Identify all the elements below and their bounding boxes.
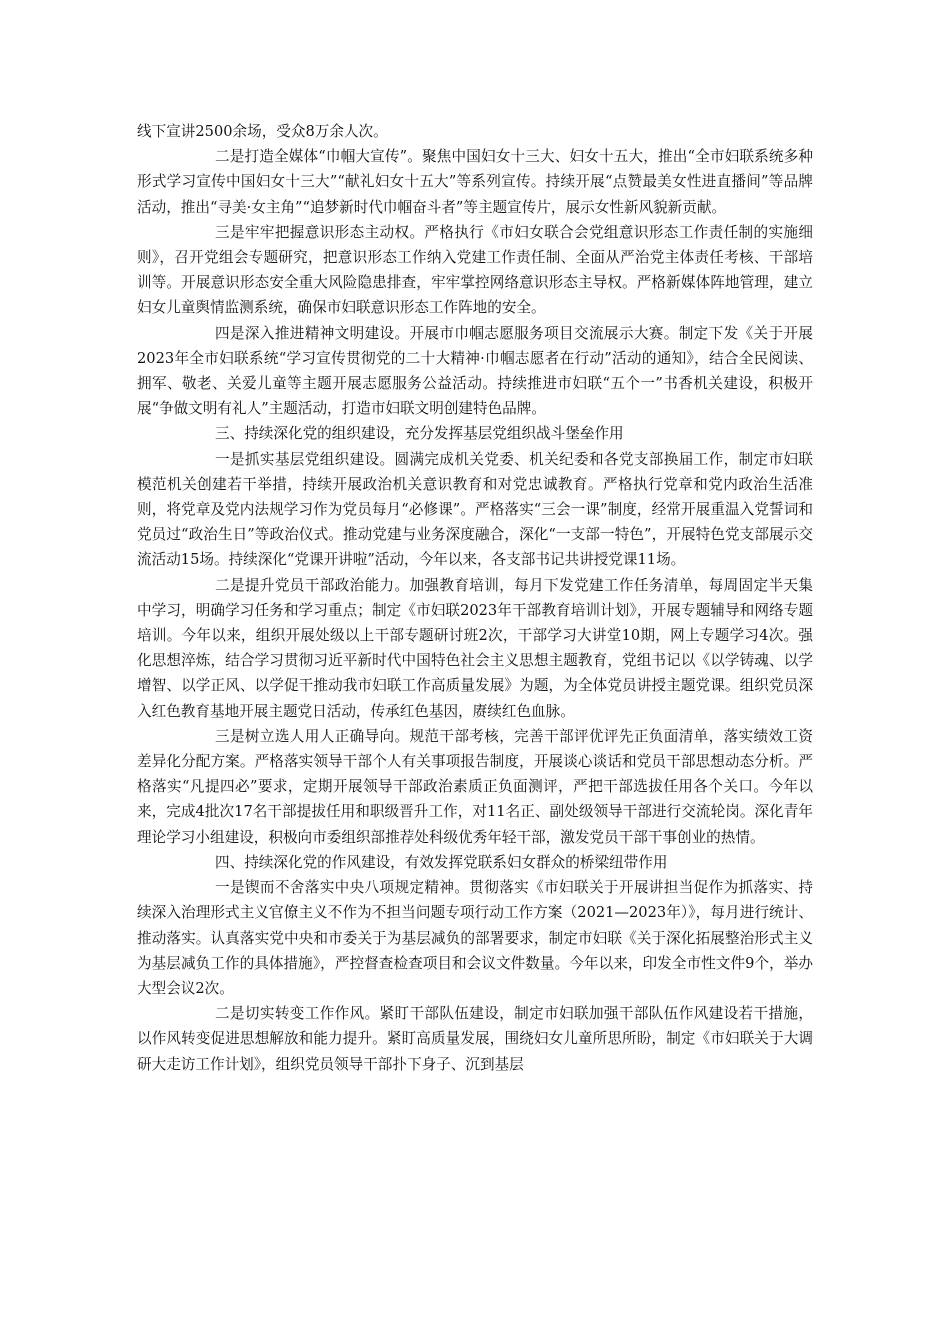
paragraph-work-style-change: 二是切实转变工作作风。紧盯干部队伍建设，制定市妇联加强干部队伍作风建设若干措施，以作风转变促进思想解放和能力提升。紧盯高质量发展，围绕妇女儿童所思所盼，制定《市妇联关于大调研大走访工作计划》，组织党员领导干部扑下身子、沉到基层: [137, 1005, 813, 1073]
document-page: [137, 119, 813, 1077]
paragraph-personnel-selection: 三是树立选人用人正确导向。规范干部考核，完善干部评优评先正负面清单，落实绩效工资差异化分配方案。严格落实领导干部个人有关事项报告制度，开展谈心谈话和党员干部思想动态分析。严格落实“凡提四必”要求，定期开展领导干部政治素质正负面测评，严把干部选拔任用各个关口。今年以来，完成4批次17名干部提拔任用和职级晋升工作，对11名正、副处级领导干部进行交流轮岗。深化青年理论学习小组建设，积极向市委组织部推荐处科级优秀年轻干部，激发党员干部干事创业的热情。: [137, 727, 813, 846]
paragraph-media-publicity: 二是打造全媒体“巾帼大宣传”。聚焦中国妇女十三大、妇女十五大，推出“全市妇联系统多种形式学习宣传中国妇女十三大”“献礼妇女十五大”等系列宣传。持续开展“点赞最美女性进直播间”等品牌活动，推出“寻美·女主角”“追梦新时代巾帼奋斗者”等主题宣传片，展示女性新风貌新贡献。: [137, 148, 813, 216]
section-heading-organization: 三、持续深化党的组织建设，充分发挥基层党组织战斗堡垒作用: [215, 425, 624, 443]
paragraph-spiritual-civilization: 四是深入推进精神文明建设。开展市巾帼志愿服务项目交流展示大赛。制定下发《关于开展2023年全市妇联系统“学习宣传贯彻党的二十大精神·巾帼志愿者在行动”活动的通知》，结合全民阅读、拥军、敬老、关爱儿童等主题开展志愿服务公益活动。持续推进市妇联“五个一”书香机关建设，积极开展“争做文明有礼人”主题活动，打造市妇联文明创建特色品牌。: [137, 324, 813, 418]
paragraph-ideology: 三是牢牢把握意识形态主动权。严格执行《市妇女联合会党组意识形态工作责任制的实施细则》，召开党组会专题研究，把意识形态工作纳入党建工作责任制、全面从严治党主体责任考核、干部培训等。开展意识形态安全重大风险隐患排查，牢牢掌控网络意识形态主导权。严格新媒体阵地管理，建立妇女儿童舆情监测系统，确保市妇联意识形态工作阵地的安全。: [137, 223, 813, 317]
paragraph-grassroots-party: 一是抓实基层党组织建设。圆满完成机关党委、机关纪委和各党支部换届工作，制定市妇联模范机关创建若干举措，持续开展政治机关意识教育和对党忠诚教育。严格执行党章和党内政治生活准则，将党章及党内法规学习作为党员每月“必修课”。严格落实“三会一课”制度，经常开展重温入党誓词和党员过“政治生日”等政治仪式。推动党建与业务深度融合，深化“一支部一特色”，开展特色党支部展示交流活动15场。持续深化“党课开讲啦”活动，今年以来，各支部书记共讲授党课11场。: [137, 450, 813, 569]
section-heading-work-style: 四、持续深化党的作风建设，有效发挥党联系妇女群众的桥梁纽带作用: [215, 853, 668, 871]
paragraph-political-ability: 二是提升党员干部政治能力。加强教育培训，每月下发党建工作任务清单，每周固定半天集中学习，明确学习任务和学习重点；制定《市妇联2023年干部教育培训计划》，开展专题辅导和网络专题培训。今年以来，组织开展处级以上干部专题研讨班2次，干部学习大讲堂10期，网上专题学习4次。强化思想淬炼，结合学习贯彻习近平新时代中国特色社会主义思想主题教育，党组书记以《以学铸魂、以学增智、以学正风、以学促干推动我市妇联工作高质量发展》为题，为全体党员讲授主题党课。组织党员深入红色教育基地开展主题党日活动，传承红色基因，赓续红色血脉。: [137, 576, 813, 720]
paragraph-eight-regulations: 一是锲而不舍落实中央八项规定精神。贯彻落实《市妇联关于开展讲担当促作为抓落实、持续深入治理形式主义官僚主义不作为不担当问题专项行动工作方案（2021—2023年）》，每月进行统计、推动落实。认真落实党中央和市委关于为基层减负的部署要求，制定市妇联《关于深化拓展整治形式主义为基层减负工作的具体措施》，严控督查检查项目和会议文件数量。今年以来，印发全市性文件9个，举办大型会议2次。: [137, 879, 813, 997]
paragraph-continuation: 线下宣讲2500余场，受众8万余人次。: [137, 123, 388, 140]
